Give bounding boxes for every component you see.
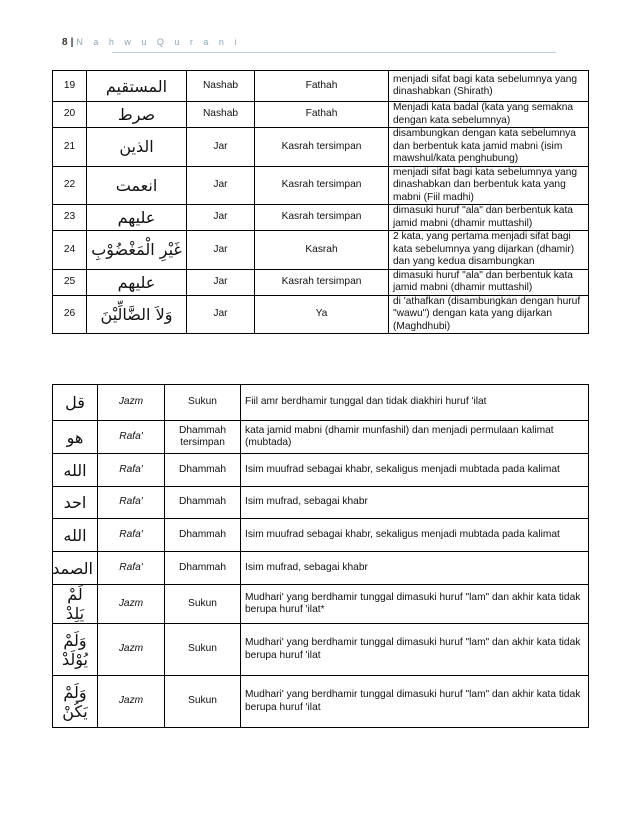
row-number: 20 bbox=[53, 102, 87, 128]
arabic-word: غَيْرِ الْمَغْضُوْبِ bbox=[87, 231, 187, 270]
explanation: Fiil amr berdhamir tunggal dan tidak diakhiri huruf 'ilat bbox=[241, 385, 589, 421]
case-marker: Dhammah bbox=[165, 552, 241, 585]
table-row bbox=[53, 205, 589, 231]
case-marker: Ya bbox=[255, 295, 389, 334]
arabic-word: هو bbox=[53, 421, 98, 454]
table-row bbox=[53, 421, 589, 454]
arabic-word: قل bbox=[53, 385, 98, 421]
irab-case: Nashab bbox=[187, 102, 255, 128]
case-marker: Kasrah bbox=[255, 231, 389, 270]
table-row bbox=[53, 269, 589, 295]
arabic-word: الله bbox=[53, 519, 98, 552]
row-number: 24 bbox=[53, 231, 87, 270]
case-marker: Kasrah tersimpan bbox=[255, 166, 389, 205]
case-marker: Sukun bbox=[165, 624, 241, 676]
page-number: 8 bbox=[62, 37, 68, 48]
arabic-word: الذين bbox=[87, 128, 187, 167]
irab-case: Jar bbox=[187, 166, 255, 205]
irab-case: Jazm bbox=[98, 585, 165, 624]
row-number: 23 bbox=[53, 205, 87, 231]
table-row bbox=[53, 295, 589, 334]
header-separator: | bbox=[70, 37, 74, 48]
case-marker: Sukun bbox=[165, 676, 241, 728]
arabic-word: وَلَمْ يُوْلَدْ bbox=[53, 624, 98, 676]
irab-case: Jar bbox=[187, 205, 255, 231]
table-row bbox=[53, 519, 589, 552]
arabic-word: عليهم bbox=[87, 269, 187, 295]
explanation: dimasuki huruf "ala" dan berbentuk kata jamid mabni (dhamir muttashil) bbox=[389, 205, 589, 231]
row-number: 25 bbox=[53, 269, 87, 295]
arabic-word: عليهم bbox=[87, 205, 187, 231]
explanation: Isim muufrad sebagai khabr, sekaligus menjadi mubtada pada kalimat bbox=[241, 454, 589, 487]
explanation: Mudhari' yang berdhamir tunggal dimasuki huruf "lam" dan akhir kata tidak berupa huruf 'ilat bbox=[241, 676, 589, 728]
table-row bbox=[53, 166, 589, 205]
arabic-word: الله bbox=[53, 454, 98, 487]
irab-case: Rafa' bbox=[98, 552, 165, 585]
explanation: Mudhari' yang berdhamir tunggal dimasuki huruf "lam" dan akhir kata tidak berupa huruf 'ilat* bbox=[241, 585, 589, 624]
table-row bbox=[53, 552, 589, 585]
case-marker: Fathah bbox=[255, 71, 389, 102]
table-row bbox=[53, 487, 589, 519]
running-title: N a h w u Q u r a n i bbox=[76, 37, 241, 47]
explanation: menjadi sifat bagi kata sebelumnya yang dinashabkan (Shirath) bbox=[389, 71, 589, 102]
table-row bbox=[53, 454, 589, 487]
arabic-word: وَلاَ الضَّالِّيْنَ bbox=[87, 295, 187, 334]
case-marker: Kasrah tersimpan bbox=[255, 269, 389, 295]
table-row bbox=[53, 676, 589, 728]
page-header bbox=[62, 37, 240, 48]
table-row bbox=[53, 128, 589, 167]
case-marker: Dhammah bbox=[165, 487, 241, 519]
explanation: menjadi sifat bagi kata sebelumnya yang dinashabkan dan berbentuk kata yang mabni (Fiil madhi) bbox=[389, 166, 589, 205]
irab-case: Nashab bbox=[187, 71, 255, 102]
irab-case: Jazm bbox=[98, 624, 165, 676]
irab-case: Rafa' bbox=[98, 421, 165, 454]
explanation: disambungkan dengan kata sebelumnya dan berbentuk kata jamid mabni (isim mawshul/kata penghubung) bbox=[389, 128, 589, 167]
irab-case: Jazm bbox=[98, 676, 165, 728]
explanation: Isim mufrad, sebagai khabr bbox=[241, 552, 589, 585]
case-marker: Kasrah tersimpan bbox=[255, 205, 389, 231]
irab-table-2 bbox=[52, 384, 589, 728]
case-marker: Dhammah bbox=[165, 454, 241, 487]
case-marker: Dhammah bbox=[165, 519, 241, 552]
header-rule bbox=[112, 52, 556, 53]
row-number: 26 bbox=[53, 295, 87, 334]
arabic-word: لَمْ يَلِدْ bbox=[53, 585, 98, 624]
table-row bbox=[53, 102, 589, 128]
case-marker: Fathah bbox=[255, 102, 389, 128]
row-number: 19 bbox=[53, 71, 87, 102]
case-marker: Sukun bbox=[165, 385, 241, 421]
explanation: 2 kata, yang pertama menjadi sifat bagi kata sebelumnya yang dijarkan (dhamir) dan yang kedua disambungkan bbox=[389, 231, 589, 270]
irab-table-1 bbox=[52, 70, 589, 334]
arabic-word: احد bbox=[53, 487, 98, 519]
table-row bbox=[53, 71, 589, 102]
irab-case: Jar bbox=[187, 269, 255, 295]
row-number: 22 bbox=[53, 166, 87, 205]
irab-case: Rafa' bbox=[98, 487, 165, 519]
explanation: di 'athafkan (disambungkan dengan huruf "wawu") dengan kata yang dijarkan (Maghdhubi) bbox=[389, 295, 589, 334]
explanation: dimasuki huruf "ala" dan berbentuk kata jamid mabni (dhamir muttashil) bbox=[389, 269, 589, 295]
irab-case: Jar bbox=[187, 128, 255, 167]
arabic-word: الصمد bbox=[53, 552, 98, 585]
irab-case: Rafa' bbox=[98, 519, 165, 552]
case-marker: Dhammah tersimpan bbox=[165, 421, 241, 454]
table-row bbox=[53, 585, 589, 624]
explanation: Isim muufrad sebagai khabr, sekaligus menjadi mubtada pada kalimat bbox=[241, 519, 589, 552]
arabic-word: المستقيم bbox=[87, 71, 187, 102]
arabic-word: صرط bbox=[87, 102, 187, 128]
table-row bbox=[53, 385, 589, 421]
case-marker: Sukun bbox=[165, 585, 241, 624]
irab-case: Rafa' bbox=[98, 454, 165, 487]
irab-case: Jar bbox=[187, 231, 255, 270]
table-row bbox=[53, 624, 589, 676]
explanation: kata jamid mabni (dhamir munfashil) dan menjadi permulaan kalimat (mubtada) bbox=[241, 421, 589, 454]
row-number: 21 bbox=[53, 128, 87, 167]
case-marker: Kasrah tersimpan bbox=[255, 128, 389, 167]
arabic-word: انعمت bbox=[87, 166, 187, 205]
explanation: Menjadi kata badal (kata yang semakna dengan kata sebelumnya) bbox=[389, 102, 589, 128]
explanation: Isim mufrad, sebagai khabr bbox=[241, 487, 589, 519]
arabic-word: وَلَمْ يَكُنْ bbox=[53, 676, 98, 728]
explanation: Mudhari' yang berdhamir tunggal dimasuki huruf "lam" dan akhir kata tidak berupa huruf 'ilat bbox=[241, 624, 589, 676]
irab-case: Jar bbox=[187, 295, 255, 334]
table-row bbox=[53, 231, 589, 270]
irab-case: Jazm bbox=[98, 385, 165, 421]
